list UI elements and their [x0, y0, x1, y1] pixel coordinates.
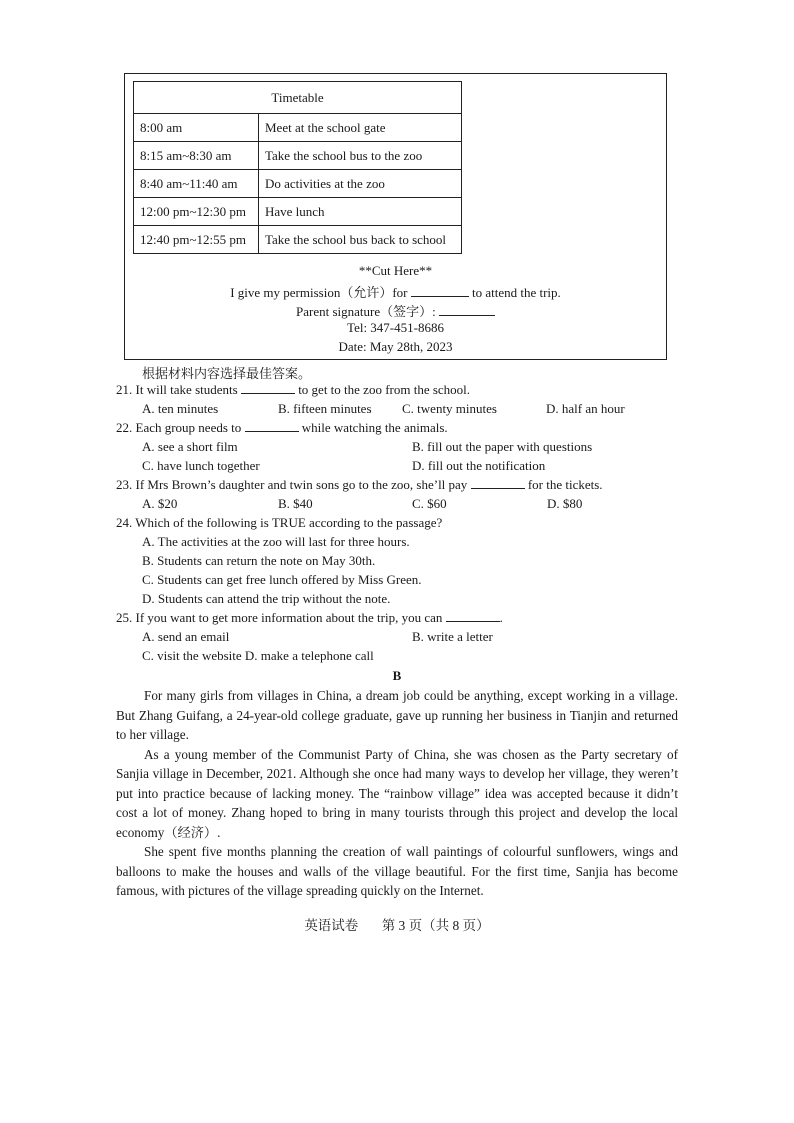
activity-cell: Have lunch — [259, 198, 462, 226]
tel-line: Tel: 347-451-8686 — [347, 320, 444, 335]
signature-label: Parent signature（签字）: — [296, 304, 436, 319]
time-cell: 8:00 am — [134, 114, 259, 142]
answer-blank — [446, 621, 500, 622]
option-c: C. twenty minutes — [402, 401, 497, 416]
answer-blank — [245, 431, 299, 432]
permission-text: I give my permission（允许）for — [230, 285, 408, 300]
instruction: 根据材料内容选择最佳答案。 — [142, 366, 312, 381]
question-stem-end: for the tickets. — [527, 477, 603, 492]
option-a: A. see a short film — [142, 439, 238, 454]
section-heading: B — [392, 668, 402, 683]
table-row — [134, 198, 462, 226]
question-stem: 23. If Mrs Brown’s daughter and twin sons go to the zoo, she’ll pay — [116, 477, 468, 492]
option-c: C. $60 — [412, 496, 447, 511]
paragraph: She spent five months planning the creation of wall paintings of colourful sunflowers, wings and balloons to make the houses and walls of the village beautiful. For the first time, Sanjia has become famous, with pictures of the village spreading quickly on the Internet. — [116, 844, 678, 898]
option-c: C. Students can get free lunch offered by Miss Green. — [142, 572, 422, 587]
option-d: D. fill out the notification — [412, 458, 546, 473]
option-b: B. $40 — [278, 496, 313, 511]
question-24: 24. Which of the following is TRUE according to the passage? — [116, 515, 443, 530]
time-cell: 8:40 am~11:40 am — [134, 170, 259, 198]
question-23 — [116, 477, 603, 493]
option-c: C. have lunch together — [142, 458, 260, 473]
option-a: A. $20 — [142, 496, 178, 511]
question-stem: 25. If you want to get more information about the trip, you can — [116, 610, 443, 625]
signature-line — [125, 301, 666, 320]
activity-cell: Meet at the school gate — [259, 114, 462, 142]
question-stem-end: while watching the animals. — [301, 420, 448, 435]
option-a: A. ten minutes — [142, 401, 219, 416]
answer-blank — [471, 488, 525, 489]
option-b: B. write a letter — [412, 629, 493, 644]
paragraph: For many girls from villages in China, a dream job could be anything, except working in a village. But Zhang Guifang, a 24-year-old college graduate, gave up running her business in Tianjin and returned to her village. — [116, 688, 678, 742]
option-b: B. Students can return the note on May 30th. — [142, 553, 376, 568]
option-d: D. $80 — [547, 496, 583, 511]
date-line: Date: May 28th, 2023 — [338, 339, 453, 354]
question-stem-end: to get to the zoo from the school. — [298, 382, 471, 397]
permission-text-end: to attend the trip. — [471, 285, 561, 300]
page-footer — [0, 914, 794, 934]
permission-line — [125, 282, 666, 301]
question-stem: 22. Each group needs to — [116, 420, 242, 435]
activity-cell: Do activities at the zoo — [259, 170, 462, 198]
time-cell: 8:15 am~8:30 am — [134, 142, 259, 170]
question-stem-end: . — [499, 610, 503, 625]
question-21 — [116, 382, 470, 398]
table-row — [134, 114, 462, 142]
footer-page: 第 3 页（共 8 页） — [381, 918, 490, 933]
answer-blank — [241, 393, 295, 394]
question-22 — [116, 420, 448, 436]
option-a: A. send an email — [142, 629, 230, 644]
time-cell: 12:00 pm~12:30 pm — [134, 198, 259, 226]
time-cell: 12:40 pm~12:55 pm — [134, 226, 259, 254]
paragraph: As a young member of the Communist Party of China, she was chosen as the Party secretary of Sanjia village in December, 2021. Although she once had many ways to develop her village, they weren’t put into practice because of lacking money. The “rainbow village” idea was accepted because it didn’t cost a lot of money. Zhang hoped to bring in many tourists through this project and develop the local economy（经济）. — [116, 746, 678, 840]
activity-cell: Take the school bus back to school — [259, 226, 462, 254]
option-d: D. half an hour — [546, 401, 625, 416]
table-row — [134, 170, 462, 198]
passage — [116, 686, 678, 901]
notice-box — [124, 73, 667, 360]
timetable — [133, 81, 462, 254]
cut-line: **Cut Here** — [358, 263, 433, 278]
activity-cell: Take the school bus to the zoo — [259, 142, 462, 170]
option-d: D. Students can attend the trip without the note. — [142, 591, 391, 606]
timetable-title: Timetable — [134, 82, 462, 114]
option-b: B. fill out the paper with questions — [412, 439, 593, 454]
table-row — [134, 142, 462, 170]
question-25 — [116, 610, 503, 626]
option-b: B. fifteen minutes — [278, 401, 372, 416]
footer-subject: 英语试卷 — [304, 918, 359, 933]
option-c-d: C. visit the website D. make a telephone call — [142, 648, 374, 663]
name-blank[interactable] — [411, 296, 469, 297]
question-stem: 21. It will take students — [116, 382, 238, 397]
signature-blank[interactable] — [439, 315, 495, 316]
table-row — [134, 226, 462, 254]
option-a: A. The activities at the zoo will last for three hours. — [142, 534, 410, 549]
